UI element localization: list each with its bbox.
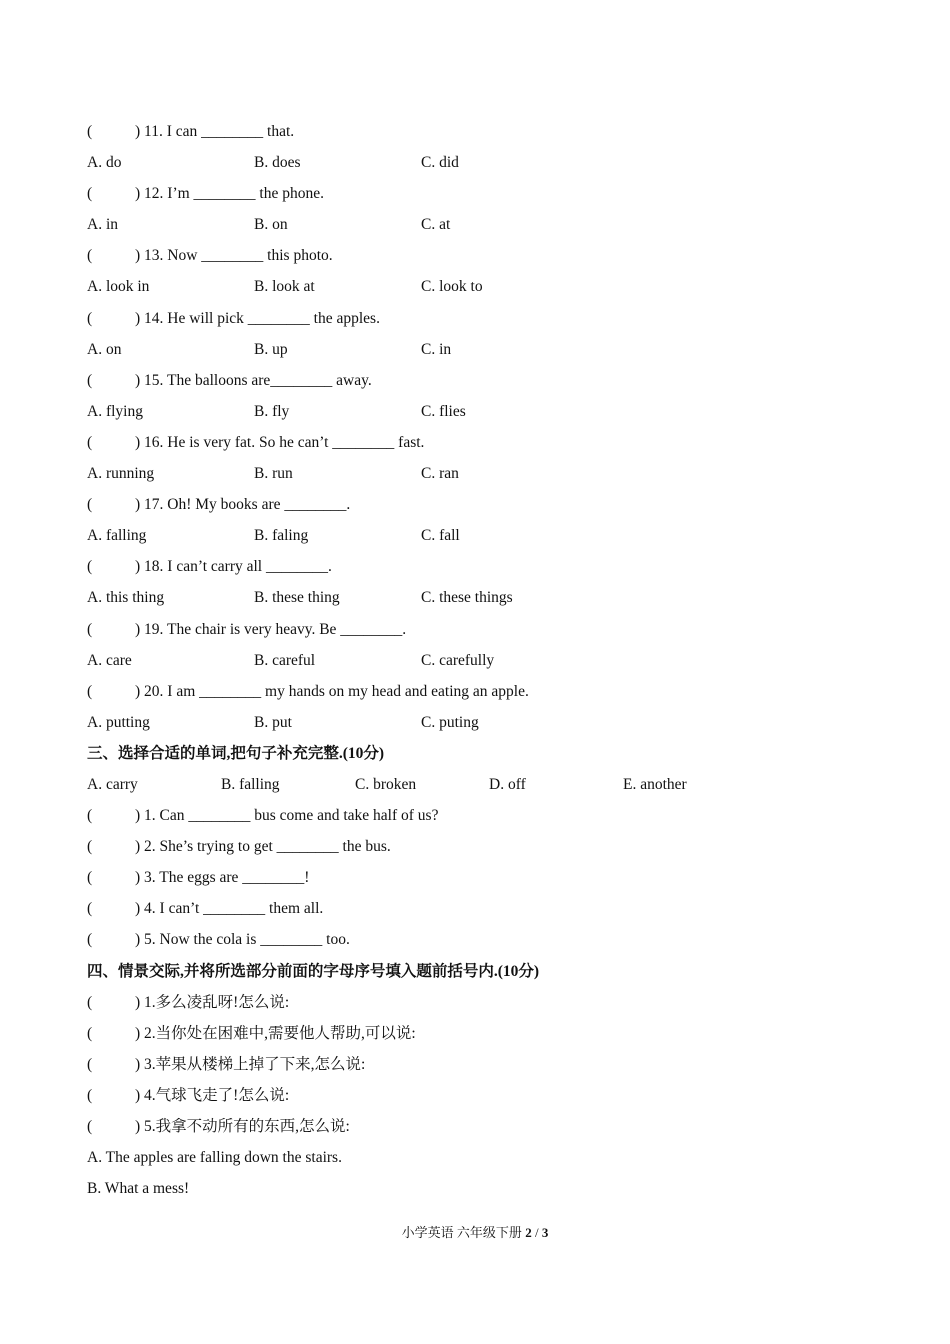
option-b: B. put: [254, 713, 292, 731]
section-4-item: [87, 1111, 887, 1142]
page-number: 2: [525, 1225, 532, 1240]
option-c: C. ran: [421, 465, 459, 483]
question-19: [87, 614, 887, 676]
question-stem: [87, 240, 887, 271]
word-bank-item: D. off: [489, 775, 526, 793]
option-b: B. fly: [254, 402, 290, 420]
word-bank-item: C. broken: [355, 775, 417, 793]
option-a: A. running: [87, 465, 155, 483]
question-stem: [87, 365, 887, 396]
answer-paren[interactable]: (: [87, 682, 93, 700]
question-16: [87, 427, 887, 489]
section-3-item: [87, 924, 887, 955]
answer-paren[interactable]: (: [87, 558, 93, 576]
section-4-item: [87, 987, 887, 1018]
question-text: ) 15. The balloons are________ away.: [135, 371, 372, 389]
option-a: A. on: [87, 340, 122, 358]
answer-option: B. What a mess!: [87, 1180, 190, 1198]
options-row: [87, 582, 887, 613]
answer-paren[interactable]: (: [87, 838, 93, 856]
question-text: ) 11. I can ________ that.: [135, 123, 295, 140]
option-b: B. on: [254, 216, 288, 234]
section-4-item: [87, 1049, 887, 1080]
option-b: B. these thing: [254, 589, 340, 607]
options-row: [87, 707, 887, 738]
question-18: [87, 551, 887, 613]
question-text: ) 4.气球飞走了!怎么说:: [135, 1086, 290, 1104]
option-c: C. look to: [421, 278, 483, 296]
section-4-item: [87, 1080, 887, 1111]
question-text: ) 5.我拿不动所有的东西,怎么说:: [135, 1118, 350, 1135]
section-4-title: 四、情景交际,并将所选部分前面的字母序号填入题前括号内.(10分): [87, 962, 540, 980]
question-text: ) 14. He will pick ________ the apples.: [135, 309, 380, 327]
option-a: A. this thing: [87, 589, 165, 607]
answer-paren[interactable]: (: [87, 1055, 93, 1073]
question-text: ) 4. I can’t ________ them all.: [135, 900, 324, 918]
option-c: C. fall: [421, 527, 460, 545]
question-text: ) 2. She’s trying to get ________ the bus.: [135, 838, 391, 856]
page-footer: [0, 1223, 950, 1243]
options-row: [87, 396, 887, 427]
option-b: B. run: [254, 465, 293, 483]
option-c: C. at: [421, 216, 451, 234]
question-13: [87, 240, 887, 302]
question-17: [87, 489, 887, 551]
option-c: C. did: [421, 154, 459, 172]
question-text: ) 20. I am ________ my hands on my head and eating an apple.: [135, 682, 529, 700]
page-separator: /: [531, 1225, 542, 1240]
answer-paren[interactable]: (: [87, 807, 93, 825]
question-stem: [87, 676, 887, 707]
answer-paren[interactable]: (: [87, 620, 93, 638]
section-3-title: 三、选择合适的单词,把句子补充完整.(10分): [87, 744, 385, 762]
answer-paren[interactable]: (: [87, 900, 93, 918]
options-row: [87, 209, 887, 240]
question-text: ) 18. I can’t carry all ________.: [135, 558, 332, 576]
answer-paren[interactable]: (: [87, 869, 93, 887]
question-text: ) 1.多么凌乱呀!怎么说:: [135, 993, 290, 1011]
question-stem: [87, 178, 887, 209]
answer-paren[interactable]: (: [87, 309, 93, 327]
question-stem: [87, 614, 887, 645]
question-stem: [87, 303, 887, 334]
option-c: C. flies: [421, 402, 466, 420]
answer-paren[interactable]: (: [87, 496, 93, 514]
options-row: [87, 334, 887, 365]
option-a: A. care: [87, 651, 132, 669]
word-bank-item: A. carry: [87, 775, 138, 793]
answer-paren[interactable]: (: [87, 433, 93, 451]
option-b: B. up: [254, 340, 288, 358]
option-a: A. falling: [87, 527, 147, 545]
question-text: ) 16. He is very fat. So he can’t ________ fast.: [135, 433, 425, 451]
answer-paren[interactable]: (: [87, 247, 93, 265]
option-a: A. look in: [87, 278, 150, 296]
question-15: [87, 365, 887, 427]
option-b: B. does: [254, 154, 301, 172]
answer-paren[interactable]: (: [87, 1086, 93, 1104]
section-3-item: [87, 862, 887, 893]
question-text: ) 17. Oh! My books are ________.: [135, 496, 351, 514]
footer-label: 小学英语 六年级下册: [401, 1225, 526, 1240]
options-row: [87, 645, 887, 676]
option-c: C. carefully: [421, 651, 495, 669]
option-b: B. faling: [254, 527, 309, 545]
answer-paren[interactable]: (: [87, 993, 93, 1011]
question-text: ) 2.当你处在困难中,需要他人帮助,可以说:: [135, 1024, 416, 1042]
section-3-item: [87, 893, 887, 924]
question-stem: [87, 489, 887, 520]
answer-paren[interactable]: (: [87, 931, 93, 949]
worksheet-page: [87, 116, 887, 1204]
question-12: [87, 178, 887, 240]
question-text: ) 13. Now ________ this photo.: [135, 247, 333, 265]
question-stem: [87, 116, 887, 147]
question-stem: [87, 551, 887, 582]
question-text: ) 1. Can ________ bus come and take half of us?: [135, 807, 439, 825]
question-text: ) 19. The chair is very heavy. Be ________.: [135, 620, 407, 638]
word-bank-item: E. another: [623, 775, 687, 793]
option-c: C. in: [421, 340, 452, 358]
options-row: [87, 520, 887, 551]
word-bank-item: B. falling: [221, 775, 280, 793]
option-c: C. puting: [421, 713, 479, 731]
section-3-item: [87, 831, 887, 862]
section-4-item: [87, 1018, 887, 1049]
options-row: [87, 147, 887, 178]
question-text: ) 3. The eggs are ________!: [135, 869, 310, 887]
answer-paren[interactable]: (: [87, 1024, 93, 1042]
question-text: ) 3.苹果从楼梯上掉了下来,怎么说:: [135, 1055, 366, 1073]
options-row: [87, 458, 887, 489]
option-a: A. putting: [87, 713, 150, 731]
option-a: A. in: [87, 216, 118, 234]
word-bank: [87, 769, 887, 800]
answer-paren[interactable]: (: [87, 123, 93, 140]
section-3-item: [87, 800, 887, 831]
question-20: [87, 676, 887, 738]
option-b: B. careful: [254, 651, 316, 669]
page-total: 3: [541, 1225, 549, 1240]
question-text: ) 12. I’m ________ the phone.: [135, 185, 324, 203]
options-row: [87, 271, 887, 302]
question-14: [87, 303, 887, 365]
question-11: [87, 116, 887, 178]
answer-paren[interactable]: (: [87, 1118, 93, 1135]
option-a: A. flying: [87, 402, 143, 420]
answer-option: A. The apples are falling down the stairs.: [87, 1149, 342, 1167]
question-stem: [87, 427, 887, 458]
option-b: B. look at: [254, 278, 315, 296]
answer-paren[interactable]: (: [87, 185, 93, 203]
question-text: ) 5. Now the cola is ________ too.: [135, 931, 350, 949]
option-c: C. these things: [421, 589, 513, 607]
option-a: A. do: [87, 154, 122, 172]
answer-paren[interactable]: (: [87, 371, 93, 389]
